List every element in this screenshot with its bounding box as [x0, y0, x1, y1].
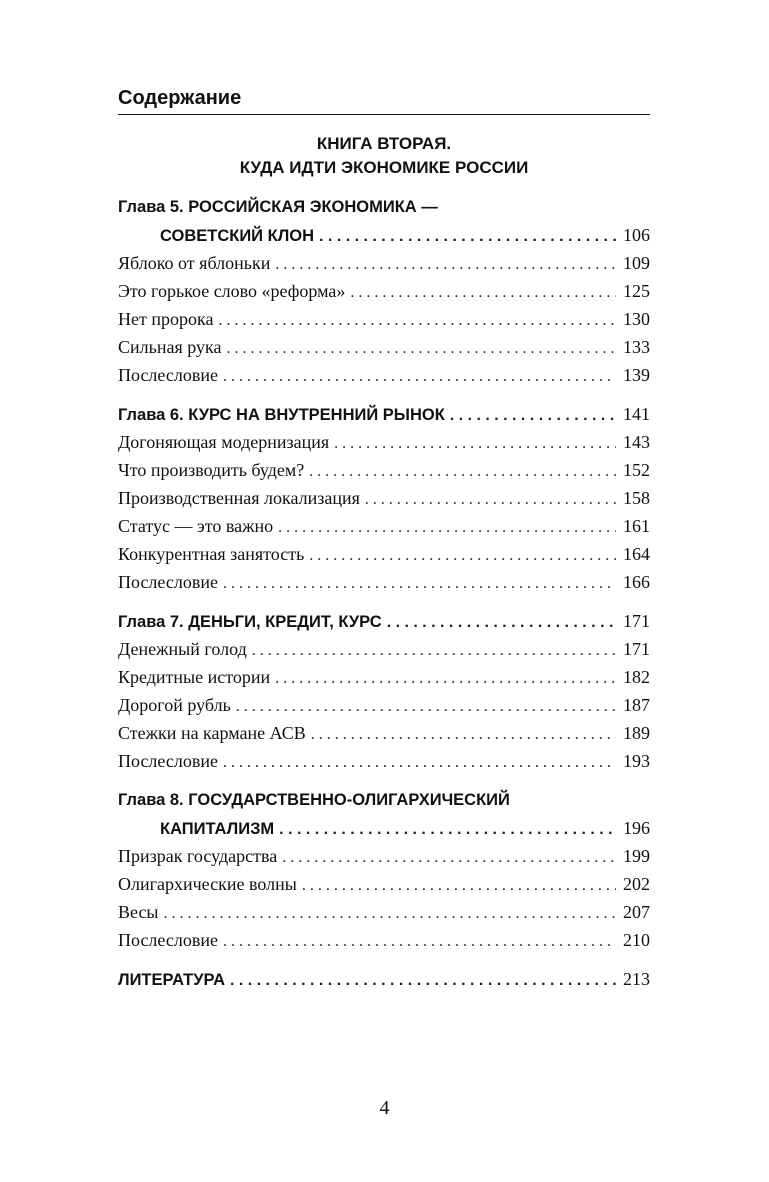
dot-leader — [223, 749, 616, 777]
page-number: 133 — [623, 337, 650, 357]
toc-item[interactable] — [118, 568, 650, 596]
dot-leader — [319, 223, 616, 251]
page-number: 125 — [623, 281, 650, 301]
page-number: 187 — [623, 695, 650, 715]
toc-item[interactable] — [118, 361, 650, 389]
dot-leader — [278, 514, 616, 542]
chapter-6-entry[interactable] — [118, 400, 650, 428]
section-title: Дорогой рубль — [118, 695, 231, 715]
literature-entry[interactable] — [118, 965, 650, 993]
page-number: 196 — [623, 818, 650, 838]
toc-item[interactable] — [118, 540, 650, 568]
page-number: 166 — [623, 572, 650, 592]
literature-title: ЛИТЕРАТУРА — [118, 971, 225, 989]
page-number: 199 — [623, 846, 650, 866]
section-title: Послесловие — [118, 930, 218, 950]
toc-item[interactable] — [118, 691, 650, 719]
toc-item[interactable] — [118, 635, 650, 663]
section-title: Денежный голод — [118, 639, 247, 659]
section-title: Конкурентная занятость — [118, 544, 305, 564]
toc-item[interactable] — [118, 747, 650, 775]
dot-leader — [311, 721, 616, 749]
section-title: Послесловие — [118, 572, 218, 592]
section-title: Сильная рука — [118, 337, 222, 357]
page-number: 182 — [623, 667, 650, 687]
chapter-5-entry[interactable] — [118, 221, 650, 249]
footer-page-number: 4 — [379, 1097, 390, 1119]
chapter-8-title-line-1 — [118, 786, 650, 814]
page-header-title: Содержание — [118, 84, 650, 115]
section-title: Нет пророка — [118, 309, 214, 329]
section-title: Что производить будем? — [118, 460, 305, 480]
page-number: 109 — [623, 253, 650, 273]
dot-leader — [223, 570, 616, 598]
section-title: Олигархические волны — [118, 874, 297, 894]
chapter-7-entry[interactable] — [118, 607, 650, 635]
page-number: 189 — [623, 723, 650, 743]
dot-leader — [302, 872, 616, 900]
page-number: 207 — [623, 902, 650, 922]
page-number: 158 — [623, 488, 650, 508]
section-title: Весы — [118, 902, 159, 922]
dot-leader — [218, 307, 616, 335]
toc-item[interactable] — [118, 456, 650, 484]
dot-leader — [334, 430, 616, 458]
dot-leader — [236, 693, 616, 721]
chapter-title-text: Глава 8. ГОСУДАРСТВЕННО-ОЛИГАРХИЧЕСКИЙ — [118, 791, 510, 809]
chapter-8-entry[interactable] — [118, 814, 650, 842]
dot-leader — [275, 665, 616, 693]
toc-item[interactable] — [118, 898, 650, 926]
dot-leader — [309, 542, 616, 570]
chapter-title-text: Глава 5. РОССИЙСКАЯ ЭКОНОМИКА — — [118, 198, 438, 216]
section-title: Послесловие — [118, 365, 218, 385]
section-title: Послесловие — [118, 751, 218, 771]
toc-item[interactable] — [118, 249, 650, 277]
section-title: Призрак государства — [118, 846, 278, 866]
section-title: Это горькое слово «реформа» — [118, 281, 346, 301]
section-title: Кредитные истории — [118, 667, 271, 687]
page-number: 143 — [623, 432, 650, 452]
book-title-line-1: КНИГА ВТОРАЯ. — [316, 134, 452, 153]
page-number: 193 — [623, 751, 650, 771]
page-number: 213 — [623, 969, 650, 989]
toc-item[interactable] — [118, 333, 650, 361]
dot-leader — [279, 816, 616, 844]
page-number: 139 — [623, 365, 650, 385]
dot-leader — [223, 928, 616, 956]
page-number: 171 — [623, 639, 650, 659]
section-title: Догоняющая модернизация — [118, 432, 330, 452]
toc-item[interactable] — [118, 277, 650, 305]
dot-leader — [252, 637, 616, 665]
section-title: Яблоко от яблоньки — [118, 253, 271, 273]
toc-item[interactable] — [118, 512, 650, 540]
toc-item[interactable] — [118, 870, 650, 898]
page-number: 164 — [623, 544, 650, 564]
page-number: 210 — [623, 930, 650, 950]
toc-item[interactable] — [118, 926, 650, 954]
book-title-line-2: КУДА ИДТИ ЭКОНОМИКЕ РОССИИ — [239, 158, 529, 177]
chapter-title-text: КАПИТАЛИЗМ — [160, 820, 275, 838]
table-of-contents — [118, 193, 650, 993]
dot-leader — [223, 363, 616, 391]
dot-leader — [275, 251, 616, 279]
toc-item[interactable] — [118, 305, 650, 333]
page-number: 106 — [623, 225, 650, 245]
section-title: Статус — это важно — [118, 516, 274, 536]
page-number: 152 — [623, 460, 650, 480]
chapter-title-text: Глава 7. ДЕНЬГИ, КРЕДИТ, КУРС — [118, 613, 382, 631]
toc-item[interactable] — [118, 719, 650, 747]
toc-item[interactable] — [118, 842, 650, 870]
toc-item[interactable] — [118, 428, 650, 456]
dot-leader — [450, 402, 616, 430]
page-number: 161 — [623, 516, 650, 536]
section-title: Стежки на кармане АСВ — [118, 723, 306, 743]
chapter-title-text: Глава 6. КУРС НА ВНУТРЕННИЙ РЫНОК — [118, 406, 445, 424]
page-number: 171 — [623, 611, 650, 631]
toc-item[interactable] — [118, 663, 650, 691]
page-number: 141 — [623, 404, 650, 424]
page-number: 130 — [623, 309, 650, 329]
dot-leader — [365, 486, 616, 514]
dot-leader — [282, 844, 616, 872]
dot-leader — [350, 279, 616, 307]
book-title — [118, 132, 650, 180]
page-number: 202 — [623, 874, 650, 894]
dot-leader — [230, 967, 616, 995]
dot-leader — [387, 609, 616, 637]
toc-item[interactable] — [118, 484, 650, 512]
dot-leader — [309, 458, 616, 486]
dot-leader — [226, 335, 616, 363]
chapter-5-title-line-1 — [118, 193, 650, 221]
dot-leader — [164, 900, 616, 928]
section-title: Производственная локализация — [118, 488, 360, 508]
chapter-title-text: СОВЕТСКИЙ КЛОН — [160, 227, 315, 245]
